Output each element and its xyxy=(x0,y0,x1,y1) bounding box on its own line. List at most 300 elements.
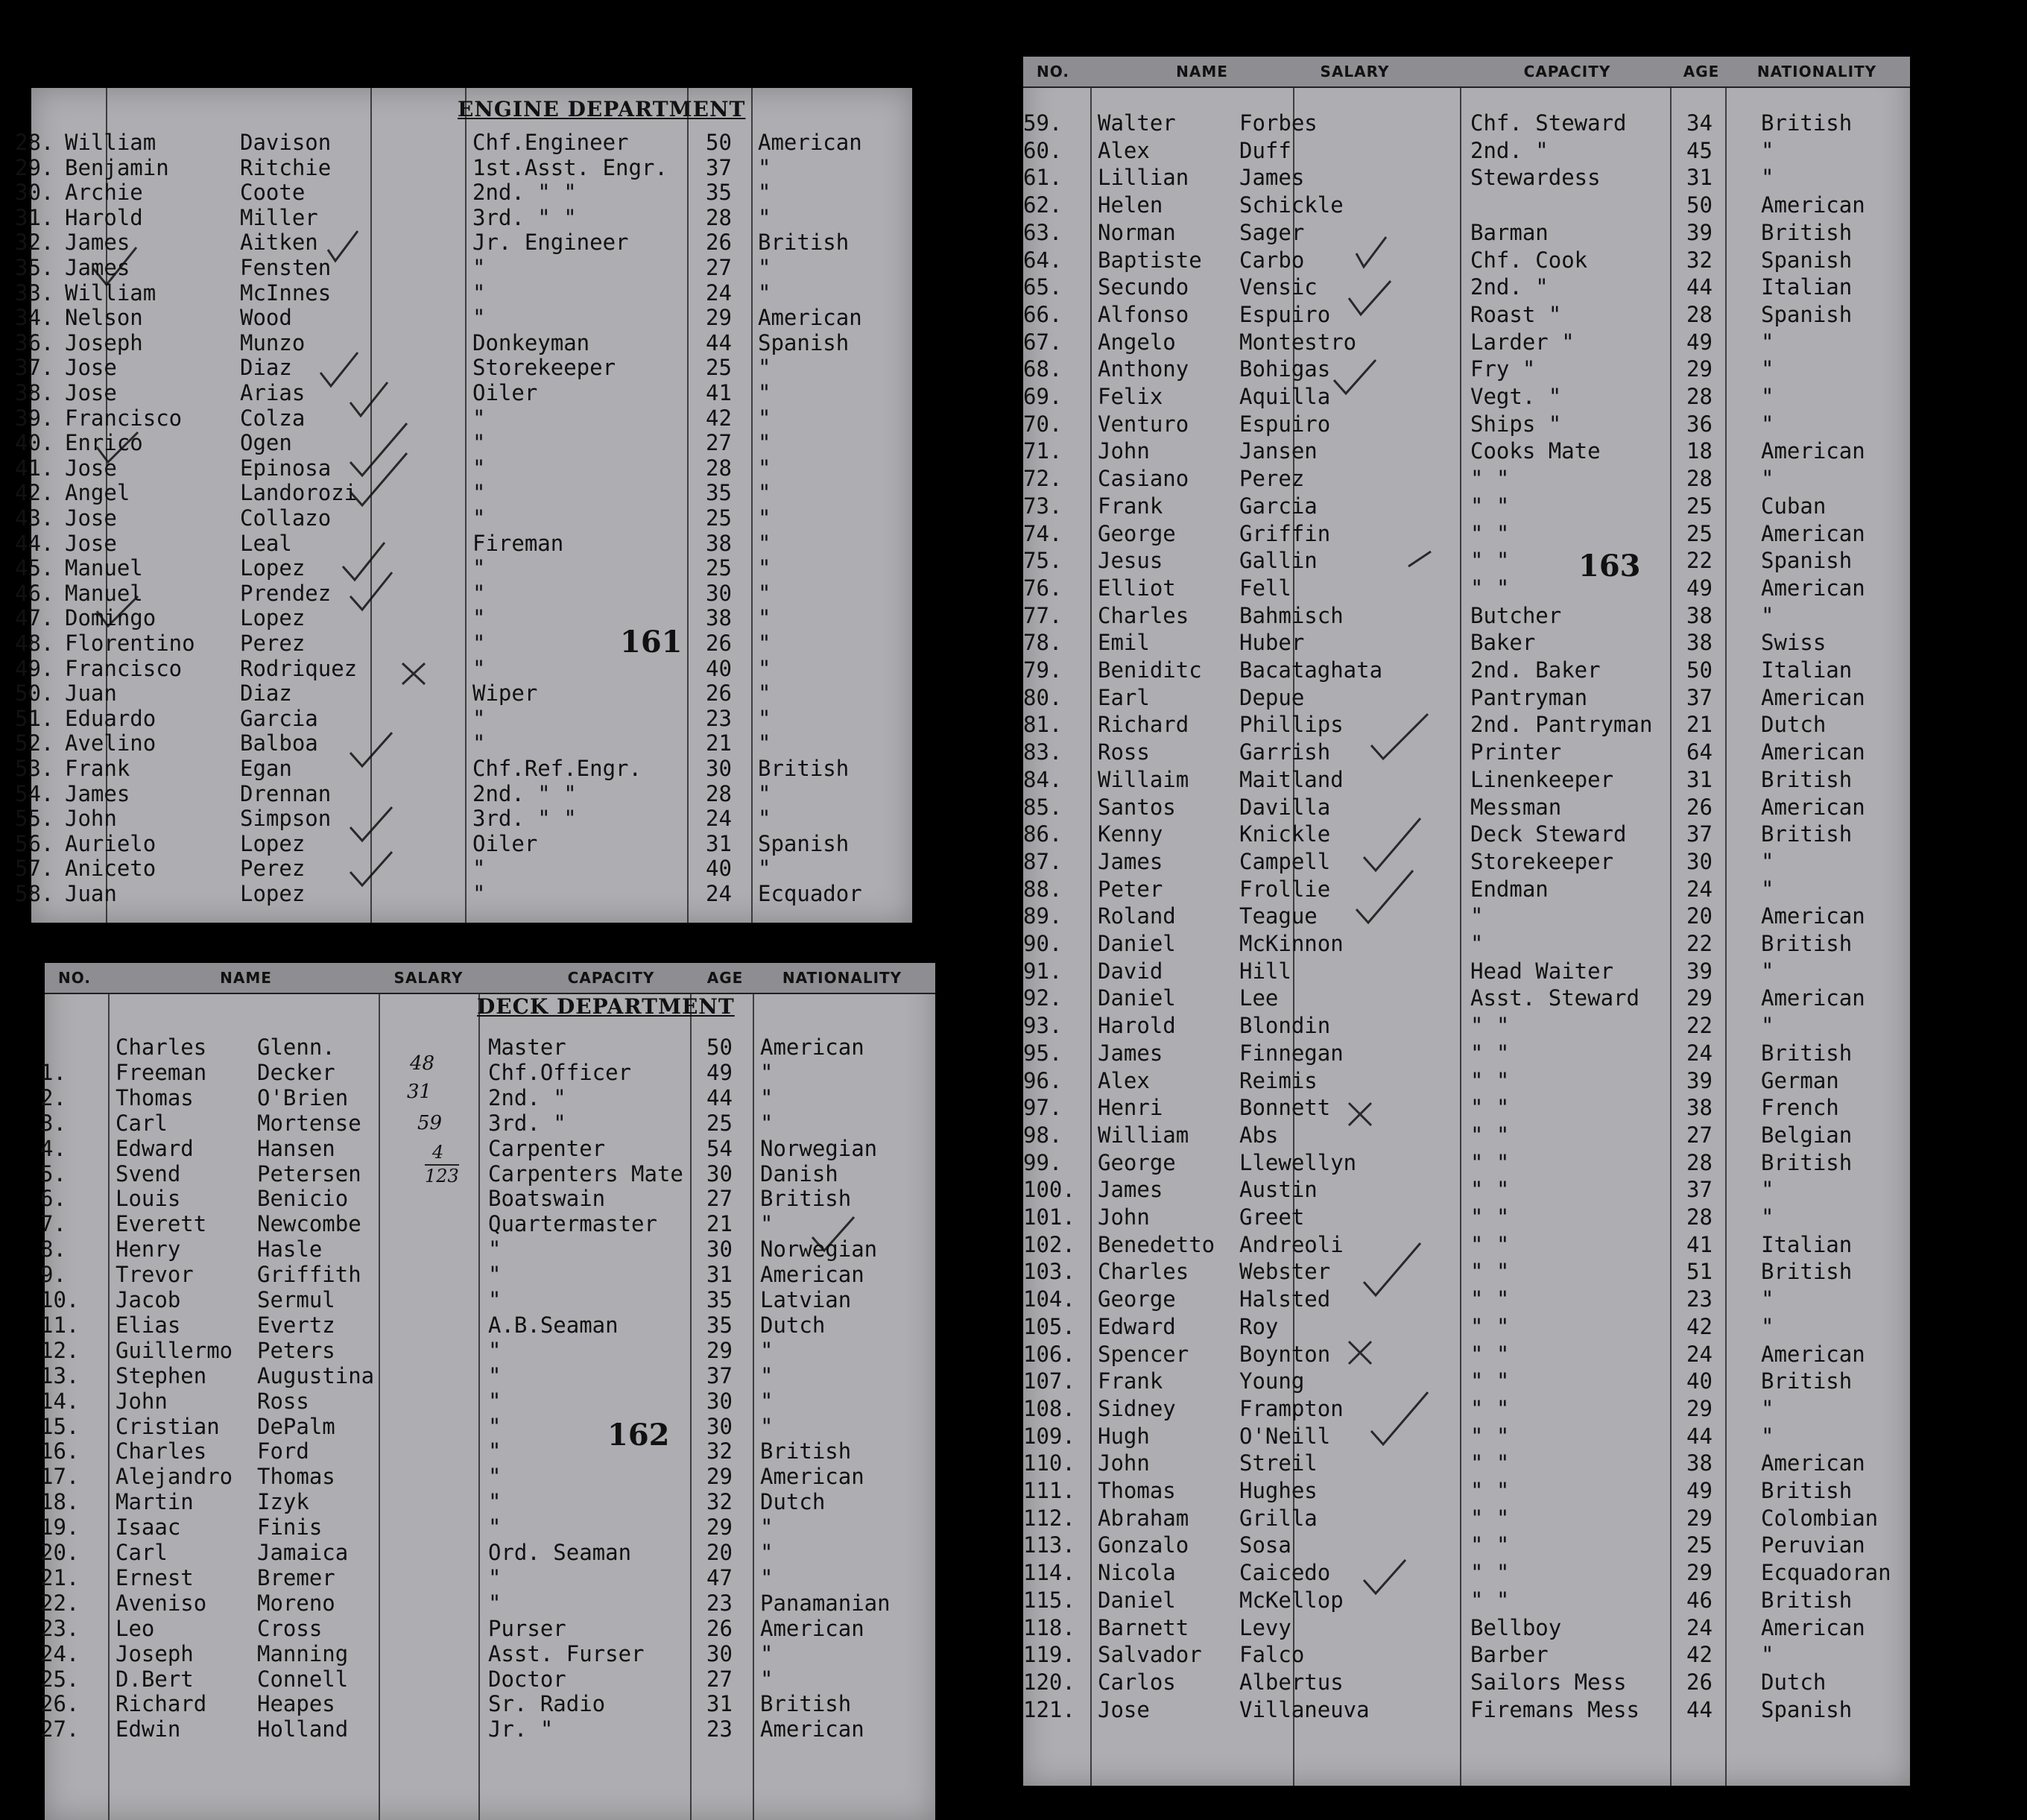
age: 23 xyxy=(706,1590,733,1616)
age: 31 xyxy=(1686,766,1713,792)
nationality: Italian xyxy=(1761,657,1853,683)
row-no: 13. xyxy=(40,1362,80,1388)
nationality: American xyxy=(1761,684,1865,710)
row-no: 35. xyxy=(15,255,54,280)
nationality: " xyxy=(1761,958,1774,984)
age: 44 xyxy=(706,1084,733,1110)
capacity: Oiler xyxy=(472,380,538,405)
last-name: Egan xyxy=(240,756,292,781)
row-no: 6. xyxy=(40,1186,66,1212)
capacity: " xyxy=(488,1236,502,1263)
nationality: American xyxy=(758,305,862,331)
last-name: Fell xyxy=(1239,575,1291,601)
first-name: Charles xyxy=(1098,1259,1189,1285)
age: 27 xyxy=(706,430,732,456)
row-no: 59. xyxy=(1023,110,1063,136)
first-name: Ernest xyxy=(116,1564,194,1590)
salary-note: 4 xyxy=(432,1142,444,1163)
row-no: 52. xyxy=(15,730,54,756)
age: 24 xyxy=(706,881,732,906)
nationality: " xyxy=(758,580,771,606)
nationality: " xyxy=(1761,1642,1774,1668)
row-no: 33. xyxy=(15,279,54,306)
capacity: " xyxy=(488,1413,502,1439)
age: 24 xyxy=(1686,876,1713,902)
nationality: " xyxy=(758,631,771,656)
age: 29 xyxy=(1686,1560,1713,1586)
nationality: American xyxy=(760,1716,864,1742)
last-name: Caicedo xyxy=(1239,1560,1331,1586)
age: 32 xyxy=(706,1438,733,1464)
row-no: 47. xyxy=(15,605,54,631)
last-name: Lopez xyxy=(240,881,306,906)
age: 42 xyxy=(706,405,732,431)
row-no: 73. xyxy=(1023,493,1063,519)
nationality: British xyxy=(1761,821,1853,847)
first-name: Daniel xyxy=(1098,985,1176,1011)
nationality: Spanish xyxy=(1761,1696,1853,1722)
header-salary: SALARY xyxy=(393,969,464,987)
last-name: Arias xyxy=(240,380,306,405)
last-name: McKellop xyxy=(1239,1587,1344,1613)
capacity: Ord. Seaman xyxy=(488,1540,632,1565)
first-name: John xyxy=(116,1388,168,1414)
first-name: Isaac xyxy=(116,1514,181,1541)
last-name: Prendez xyxy=(240,580,332,606)
first-name: Archie xyxy=(65,180,143,206)
row-no: 19. xyxy=(40,1514,80,1541)
salary-note: 123 xyxy=(425,1166,459,1187)
capacity: 2nd. Baker xyxy=(1470,657,1601,683)
age: 30 xyxy=(706,580,732,606)
last-name: Bonnett xyxy=(1239,1095,1331,1121)
capacity: " xyxy=(488,1438,502,1464)
age: 49 xyxy=(1686,575,1713,601)
row-no: 104. xyxy=(1023,1286,1075,1312)
row-no: 40. xyxy=(15,430,54,456)
nationality: " xyxy=(1761,1286,1774,1312)
row-no: 45. xyxy=(15,555,54,581)
age: 27 xyxy=(706,1186,733,1212)
first-name: Alejandro xyxy=(116,1464,233,1490)
capacity: Master xyxy=(488,1034,566,1060)
age: 37 xyxy=(1686,1177,1713,1203)
first-name: James xyxy=(65,780,130,806)
age: 18 xyxy=(1686,438,1713,464)
capacity: Ships " xyxy=(1470,411,1562,437)
last-name: O'Neill xyxy=(1239,1423,1331,1449)
row-no: 81. xyxy=(1023,712,1063,738)
age: 36 xyxy=(1686,411,1713,437)
capacity: " xyxy=(472,631,486,656)
row-no: 100. xyxy=(1023,1177,1075,1203)
age: 50 xyxy=(706,1034,733,1060)
nationality: Panamanian xyxy=(760,1590,891,1616)
first-name: Guillermo xyxy=(116,1337,233,1363)
row-no: 88. xyxy=(1023,876,1063,902)
nationality: British xyxy=(1761,110,1853,136)
page-stamp: 163 xyxy=(1578,549,1641,584)
row-no: 44. xyxy=(15,530,54,556)
last-name: Finnegan xyxy=(1239,1040,1344,1066)
row-no: 1. xyxy=(40,1059,66,1085)
header-age: AGE xyxy=(706,969,744,987)
row-no: 36. xyxy=(15,329,54,356)
nationality: British xyxy=(1761,1587,1853,1613)
last-name: Epinosa xyxy=(240,455,332,481)
capacity: Wiper xyxy=(472,680,538,707)
first-name: John xyxy=(1098,438,1150,464)
nationality: " xyxy=(760,1388,774,1414)
first-name: Jose xyxy=(65,380,117,405)
first-name: Roland xyxy=(1098,903,1176,929)
last-name: Campell xyxy=(1239,848,1331,874)
nationality: British xyxy=(760,1691,852,1717)
nationality: " xyxy=(758,505,771,531)
age: 27 xyxy=(706,255,732,280)
first-name: Abraham xyxy=(1098,1505,1189,1531)
first-name: Willaim xyxy=(1098,766,1189,792)
row-no: 101. xyxy=(1023,1204,1075,1230)
first-name: Svend xyxy=(116,1160,181,1187)
row-no: 120. xyxy=(1023,1669,1075,1695)
capacity: Jr. Engineer xyxy=(472,230,629,256)
first-name: Henri xyxy=(1098,1095,1163,1121)
row-no: 50. xyxy=(15,680,54,707)
last-name: Sager xyxy=(1239,219,1305,245)
nationality: " xyxy=(758,455,771,481)
first-name: Francisco xyxy=(65,405,183,431)
capacity: A.B.Seaman xyxy=(488,1312,619,1338)
age: 28 xyxy=(1686,384,1713,409)
row-no: 61. xyxy=(1023,165,1063,191)
capacity: " " xyxy=(1470,1532,1510,1558)
first-name: Harold xyxy=(1098,1013,1176,1039)
age: 40 xyxy=(706,856,732,882)
capacity: " xyxy=(488,1514,502,1541)
age: 30 xyxy=(1686,848,1713,874)
age: 25 xyxy=(706,1110,733,1136)
row-no: 54. xyxy=(15,780,54,806)
row-no: 23. xyxy=(40,1615,80,1641)
last-name: Espuiro xyxy=(1239,301,1331,327)
last-name: Cross xyxy=(257,1615,323,1641)
first-name: Charles xyxy=(1098,602,1189,628)
nationality: " xyxy=(760,1514,774,1541)
age: 26 xyxy=(706,1615,733,1641)
row-no: 92. xyxy=(1023,985,1063,1011)
last-name: Coote xyxy=(240,180,306,206)
row-no: 18. xyxy=(40,1489,80,1515)
last-name: Augustina xyxy=(257,1362,375,1388)
age: 26 xyxy=(706,631,732,656)
row-no: 76. xyxy=(1023,575,1063,601)
capacity: Chf.Engineer xyxy=(472,130,629,155)
first-name: Angelo xyxy=(1098,329,1176,355)
age: 24 xyxy=(706,806,732,832)
first-name: D.Bert xyxy=(116,1666,194,1692)
first-name: Avelino xyxy=(65,730,156,756)
capacity: 2nd. Pantryman xyxy=(1470,712,1653,738)
row-no: 56. xyxy=(15,830,54,856)
age: 29 xyxy=(706,305,732,331)
nationality: " xyxy=(760,1413,774,1439)
nationality: " xyxy=(760,1059,774,1085)
row-no: 5. xyxy=(40,1160,66,1187)
first-name: Helen xyxy=(1098,192,1163,218)
capacity: " " xyxy=(1470,466,1510,492)
last-name: Benicio xyxy=(257,1186,349,1212)
nationality: Norwegian xyxy=(760,1135,878,1161)
row-no: 48. xyxy=(15,631,54,656)
nationality: Spanish xyxy=(1761,301,1853,327)
capacity: " xyxy=(472,505,486,531)
first-name: Richard xyxy=(116,1691,207,1717)
first-name: Daniel xyxy=(1098,931,1176,956)
capacity: " " xyxy=(1470,1177,1510,1203)
nationality: Spanish xyxy=(1761,247,1853,273)
first-name: Jose xyxy=(65,530,117,556)
row-no: 119. xyxy=(1023,1642,1075,1668)
nationality: " xyxy=(758,380,771,405)
nationality: " xyxy=(758,655,771,681)
capacity: Chf. Cook xyxy=(1470,247,1588,273)
age: 29 xyxy=(706,1514,733,1541)
capacity: " xyxy=(488,1362,502,1388)
first-name: Henry xyxy=(116,1236,181,1263)
last-name: Teague xyxy=(1239,903,1318,929)
nationality: " xyxy=(758,405,771,431)
row-no: 4. xyxy=(40,1135,66,1161)
department-title: ENGINE DEPARTMENT xyxy=(458,97,746,121)
nationality: " xyxy=(758,204,771,230)
last-name: Espuiro xyxy=(1239,411,1331,437)
last-name: Wood xyxy=(240,305,292,331)
age: 35 xyxy=(706,1312,733,1338)
row-no: 98. xyxy=(1023,1122,1063,1148)
capacity: " xyxy=(472,730,486,756)
age: 37 xyxy=(706,154,732,180)
first-name: Santos xyxy=(1098,794,1176,820)
first-name: Hugh xyxy=(1098,1423,1150,1449)
capacity: Stewardess xyxy=(1470,165,1601,191)
age: 34 xyxy=(1686,110,1713,136)
last-name: Bacataghata xyxy=(1239,657,1383,683)
first-name: Leo xyxy=(116,1615,155,1641)
age: 38 xyxy=(706,605,732,631)
capacity: " " xyxy=(1470,1040,1510,1066)
age: 38 xyxy=(706,530,732,556)
nationality: " xyxy=(758,856,771,882)
age: 28 xyxy=(1686,466,1713,492)
age: 30 xyxy=(706,1413,733,1439)
row-no: 69. xyxy=(1023,384,1063,409)
capacity: " xyxy=(472,856,486,882)
last-name: McKinnon xyxy=(1239,931,1344,956)
age: 28 xyxy=(706,780,732,806)
age: 24 xyxy=(1686,1341,1713,1367)
first-name: William xyxy=(1098,1122,1189,1148)
nationality: British xyxy=(1761,1149,1853,1175)
first-name: Louis xyxy=(116,1186,181,1212)
age: 28 xyxy=(1686,1204,1713,1230)
capacity: Linenkeeper xyxy=(1470,766,1614,792)
capacity: Pantryman xyxy=(1470,684,1588,710)
nationality: British xyxy=(1761,1259,1853,1285)
last-name: Newcombe xyxy=(257,1211,361,1237)
header-name: NAME xyxy=(1176,63,1228,80)
last-name: Blondin xyxy=(1239,1013,1331,1039)
nationality: American xyxy=(1761,1341,1865,1367)
row-no: 90. xyxy=(1023,931,1063,956)
row-no: 12. xyxy=(40,1337,80,1363)
row-no: 108. xyxy=(1023,1395,1075,1421)
age: 44 xyxy=(706,329,732,356)
last-name: Colza xyxy=(240,405,306,431)
capacity: " xyxy=(472,555,486,581)
capacity: Endman xyxy=(1470,876,1549,902)
nationality: Latvian xyxy=(760,1287,852,1312)
row-no: 49. xyxy=(15,655,54,681)
nationality: " xyxy=(1761,1395,1774,1421)
row-no: 43. xyxy=(15,505,54,531)
last-name: Finis xyxy=(257,1514,323,1541)
capacity: Larder " xyxy=(1470,329,1575,355)
salary-note: 59 xyxy=(417,1112,443,1134)
row-no: 75. xyxy=(1023,548,1063,574)
capacity: " " xyxy=(1470,1423,1510,1449)
last-name: Balboa xyxy=(240,730,318,756)
last-name: Collazo xyxy=(240,505,332,531)
age: 50 xyxy=(1686,657,1713,683)
nationality: Spanish xyxy=(1761,548,1853,574)
row-no: 58. xyxy=(15,881,54,906)
capacity: Cooks Mate xyxy=(1470,438,1601,464)
capacity: Donkeyman xyxy=(472,329,590,356)
last-name: Bahmisch xyxy=(1239,602,1344,628)
first-name: Benjamin xyxy=(65,154,169,180)
first-name: Alex xyxy=(1098,137,1150,163)
capacity: " " xyxy=(1470,1368,1510,1394)
nationality: Italian xyxy=(1761,274,1853,300)
age: 44 xyxy=(1686,1423,1713,1449)
first-name: Kenny xyxy=(1098,821,1163,847)
age: 41 xyxy=(706,380,732,405)
first-name: Charles xyxy=(116,1438,207,1464)
nationality: Swiss xyxy=(1761,630,1827,656)
first-name: Martin xyxy=(116,1489,194,1515)
nationality: " xyxy=(1761,384,1774,409)
row-no: 112. xyxy=(1023,1505,1075,1531)
row-no: 103. xyxy=(1023,1259,1075,1285)
capacity: " xyxy=(488,1262,502,1288)
nationality: American xyxy=(1761,520,1865,546)
capacity: " xyxy=(488,1464,502,1490)
first-name: William xyxy=(65,279,156,306)
row-no: 110. xyxy=(1023,1450,1075,1476)
capacity: " " xyxy=(1470,1286,1510,1312)
age: 42 xyxy=(1686,1313,1713,1339)
nationality: British xyxy=(1761,931,1853,956)
nationality: " xyxy=(1761,1204,1774,1230)
row-no: 20. xyxy=(40,1540,80,1565)
capacity: Bellboy xyxy=(1470,1614,1562,1640)
age: 50 xyxy=(706,130,732,155)
row-no: 26. xyxy=(40,1691,80,1717)
first-name: Manuel xyxy=(65,555,143,581)
last-name: Andreoli xyxy=(1239,1231,1344,1257)
nationality: " xyxy=(1761,137,1774,163)
last-name: Connell xyxy=(257,1666,349,1692)
capacity: Vegt. " xyxy=(1470,384,1562,409)
nationality: American xyxy=(1761,575,1865,601)
capacity: " " xyxy=(1470,520,1510,546)
age: 22 xyxy=(1686,931,1713,956)
last-name: Davison xyxy=(240,130,332,155)
first-name: Benedetto xyxy=(1098,1231,1215,1257)
first-name: Emil xyxy=(1098,630,1150,656)
nationality: " xyxy=(1761,356,1774,382)
nationality: German xyxy=(1761,1067,1839,1093)
age: 35 xyxy=(706,480,732,506)
row-no: 121. xyxy=(1023,1696,1075,1722)
age: 24 xyxy=(1686,1614,1713,1640)
last-name: Hansen xyxy=(257,1135,335,1161)
first-name: Casiano xyxy=(1098,466,1189,492)
capacity: Carpenters Mate xyxy=(488,1160,683,1187)
age: 35 xyxy=(706,1287,733,1312)
first-name: George xyxy=(1098,1149,1176,1175)
capacity: Baker xyxy=(1470,630,1536,656)
capacity: " xyxy=(488,1337,502,1363)
nationality: " xyxy=(758,705,771,731)
row-no: 15. xyxy=(40,1413,80,1439)
capacity: " " xyxy=(1470,1450,1510,1476)
capacity: " xyxy=(488,1388,502,1414)
header-nationality: NATIONALITY xyxy=(1756,63,1877,80)
row-no: 11. xyxy=(40,1312,80,1338)
last-name: Drennan xyxy=(240,780,332,806)
last-name: Halsted xyxy=(1239,1286,1331,1312)
row-no: 34. xyxy=(15,305,54,331)
first-name: Angel xyxy=(65,480,130,506)
capacity: " xyxy=(472,580,486,606)
nationality: British xyxy=(1761,766,1853,792)
nationality: American xyxy=(1761,739,1865,765)
page-stamp: 162 xyxy=(607,1418,670,1453)
last-name: Montestro xyxy=(1239,329,1357,355)
age: 49 xyxy=(1686,329,1713,355)
nationality: " xyxy=(758,730,771,756)
capacity: " " xyxy=(1470,1013,1510,1039)
first-name: Edward xyxy=(116,1135,194,1161)
age: 45 xyxy=(1686,137,1713,163)
first-name: Carl xyxy=(116,1540,168,1565)
last-name: Lee xyxy=(1239,985,1279,1011)
age: 39 xyxy=(1686,958,1713,984)
nationality: American xyxy=(760,1615,864,1641)
first-name: Stephen xyxy=(116,1362,207,1388)
nationality: American xyxy=(1761,1614,1865,1640)
nationality: " xyxy=(758,279,771,306)
nationality: " xyxy=(758,154,771,180)
capacity: Barber xyxy=(1470,1642,1549,1668)
nationality: British xyxy=(760,1186,852,1212)
age: 29 xyxy=(1686,356,1713,382)
row-no: 24. xyxy=(40,1640,80,1666)
first-name: Jacob xyxy=(116,1287,181,1312)
nationality: " xyxy=(1761,1423,1774,1449)
